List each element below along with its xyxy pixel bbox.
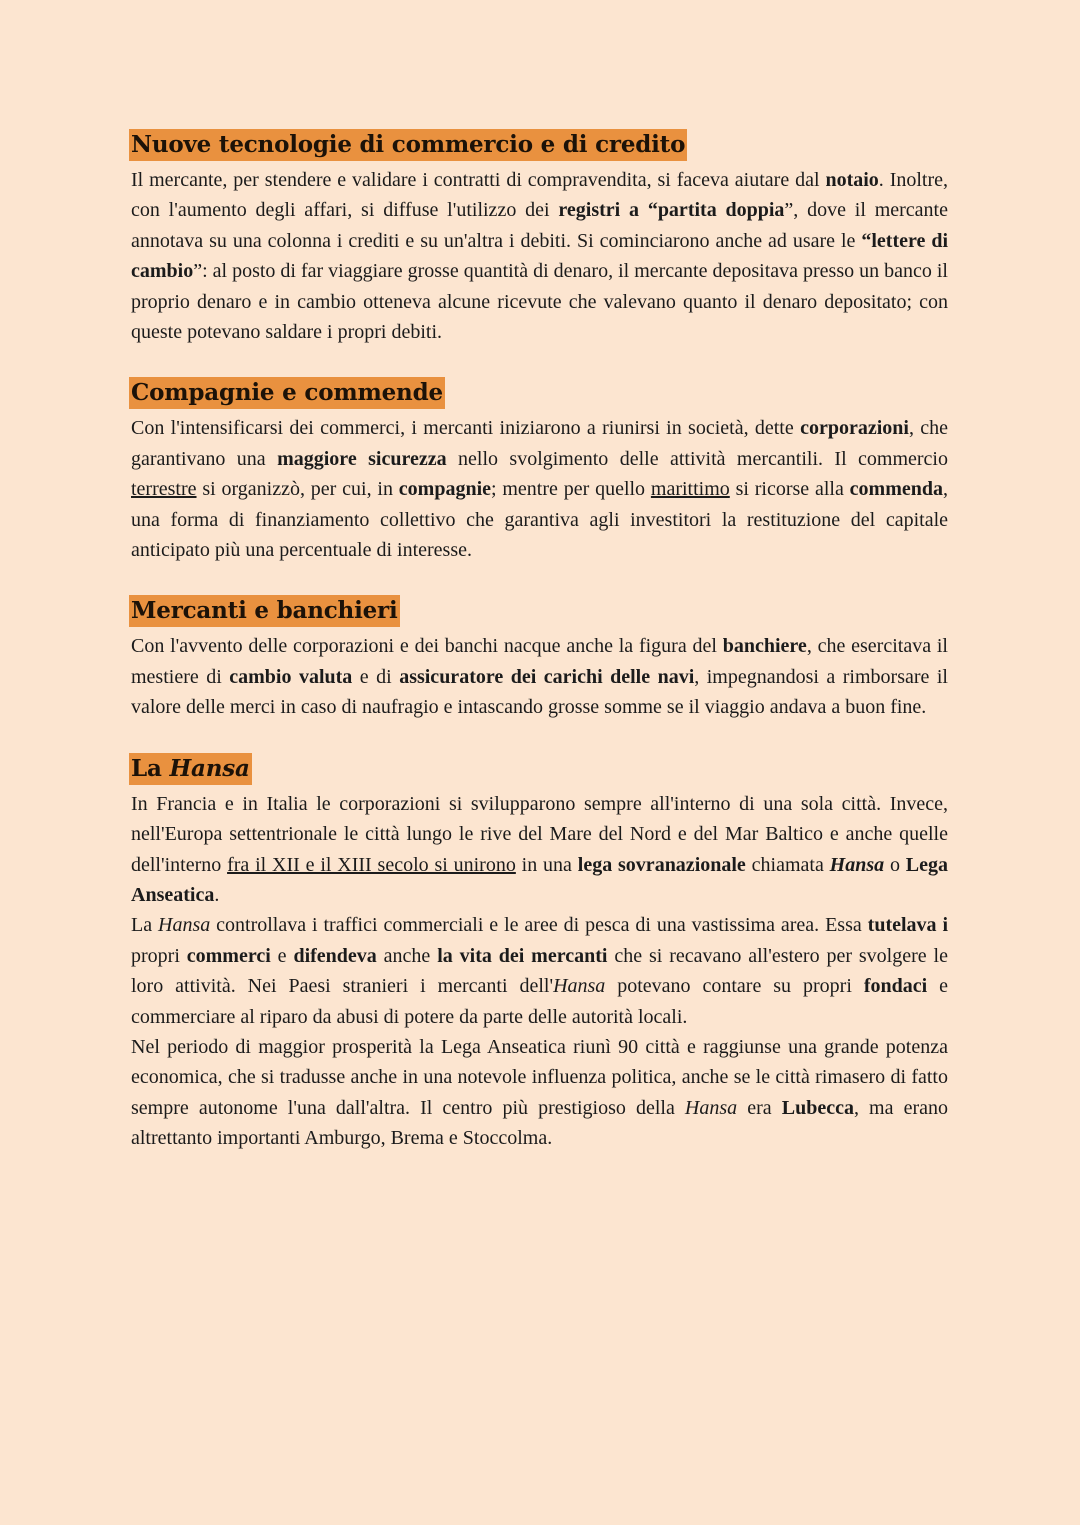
section-mercanti-banchieri (131, 595, 948, 722)
heading-text: La (131, 754, 170, 782)
text-run: maggiore sicurezza (277, 447, 447, 470)
text-run: Hansa (684, 1096, 738, 1119)
section-paragraph (131, 910, 948, 1032)
text-run: assicuratore dei carichi delle navi (399, 665, 695, 688)
text-run: Il mercante, per stendere e validare i contratti di compravendita, si faceva aiutare dal (131, 169, 826, 191)
text-run: Con l'intensificarsi dei commerci, i mercanti iniziarono a riunirsi in società, dette (131, 417, 801, 440)
text-run: la vita dei mercanti (437, 944, 608, 967)
section-nuove-tecnologie (131, 129, 948, 347)
text-run: o (884, 853, 906, 876)
text-run: propri (131, 944, 187, 967)
text-run: fra il XII e il XIII secolo si unirono (227, 853, 516, 876)
text-run: banchiere (722, 635, 807, 658)
section-heading (129, 753, 252, 785)
text-run: nello svolgimento delle attività mercantili. Il commercio (446, 447, 948, 470)
section-compagnie-commende (131, 377, 948, 565)
section-paragraph (131, 165, 948, 347)
text-run: e commerciare al riparo da abusi di potere da parte delle autorità locali. (131, 975, 948, 1028)
section-la-hansa (131, 753, 948, 1154)
text-run: terrestre (131, 478, 197, 501)
text-run: . Inoltre, con l'aumento degli affari, si diffuse l'utilizzo dei (131, 169, 949, 222)
document-content (131, 129, 948, 1184)
text-run: lega sovranazionale (577, 853, 746, 876)
text-run: Hansa (158, 914, 211, 937)
text-run: si organizzò, per cui, in (196, 478, 399, 501)
text-run: anche (376, 944, 438, 967)
text-run: Hansa (553, 975, 606, 998)
text-run: si ricorse alla (729, 478, 850, 501)
section-paragraph (131, 413, 948, 565)
text-run: Lubecca (781, 1096, 854, 1119)
text-run: Con l'avvento delle corporazioni e dei banchi nacque anche la figura del (131, 635, 723, 658)
text-run: che si recavano all'estero per svolgere le loro attività. Nei Paesi stranieri i mercanti dell' (131, 944, 948, 998)
heading-italic-text: Hansa (169, 754, 250, 782)
text-run: notaio (825, 169, 879, 191)
text-run: e di (352, 665, 400, 688)
text-run: . (214, 883, 220, 906)
text-run: ”: al posto di far viaggiare grosse quantità di denaro, il mercante depositava presso un banco il proprio denaro e in cambio otteneva alcune ricevute che valevano quanto il denaro depositato; con queste potevano saldare i propri debiti. (131, 260, 948, 344)
text-run: registri a “partita doppia (558, 199, 785, 222)
text-run: , impegnandosi a rimborsare il valore delle merci in caso di naufragio e intascando grosse somme se il viaggio andava a buon fine. (131, 665, 948, 719)
text-run: potevano contare su propri (605, 975, 864, 998)
text-run: in una (515, 853, 578, 876)
text-run: , che esercitava il mestiere di (131, 635, 948, 688)
text-run: commenda (849, 478, 943, 501)
text-run: “lettere di cambio (131, 229, 948, 283)
section-paragraph (131, 631, 948, 722)
text-run: Nel periodo di maggior prosperità la Lega Anseatica riunì 90 città e raggiunse una grande potenza economica, che si tradusse anche in una notevole influenza politica, anche se le città rimasero di fatto sempre autonome l'una dall'altra. Il centro più prestigioso della (131, 1035, 948, 1119)
text-run: difendeva (293, 944, 377, 967)
text-run: corporazioni (800, 417, 909, 440)
text-run: compagnie (398, 478, 491, 501)
text-run: controllava i traffici commerciali e le aree di pesca di una vastissima area. Essa (210, 914, 868, 937)
section-paragraph (131, 789, 948, 911)
text-run: In Francia e in Italia le corporazioni si svilupparono sempre all'interno di una sola città. Invece, nell'Europa settentrionale le città lungo le rive del Mare del Nord e del Mar Baltico e anche quelle dell'interno (131, 792, 948, 876)
section-paragraph (131, 1032, 948, 1154)
section-heading: Mercanti e banchieri (129, 595, 400, 627)
text-run: , una forma di finanziamento collettivo che garantiva agli investitori la restituzione del capitale anticipato più una percentuale di interesse. (131, 478, 948, 562)
text-run: , ma erano altrettanto importanti Amburgo, Brema e Stoccolma. (131, 1096, 948, 1150)
text-run: Hansa (829, 853, 885, 876)
text-run: ; mentre per quello (491, 478, 651, 501)
text-run: , che garantivano una (131, 417, 948, 470)
text-run: tutelava i (867, 914, 949, 937)
text-run: ”, dove il mercante annotava su una colonna i crediti e su un'altra i debiti. Si cominciarono anche ad usare le (131, 199, 948, 252)
section-heading: Compagnie e commende (129, 377, 445, 409)
text-run: marittimo (650, 478, 730, 501)
text-run: era (737, 1096, 782, 1119)
section-heading: Nuove tecnologie di commercio e di credito (129, 129, 687, 161)
text-run: commerci (186, 944, 271, 967)
text-run: fondaci (863, 975, 928, 998)
text-run: La (131, 914, 159, 937)
text-run: Lega Anseatica (131, 853, 948, 906)
text-run: chiamata (745, 853, 830, 876)
text-run: cambio valuta (229, 665, 353, 688)
text-run: e (270, 944, 294, 967)
